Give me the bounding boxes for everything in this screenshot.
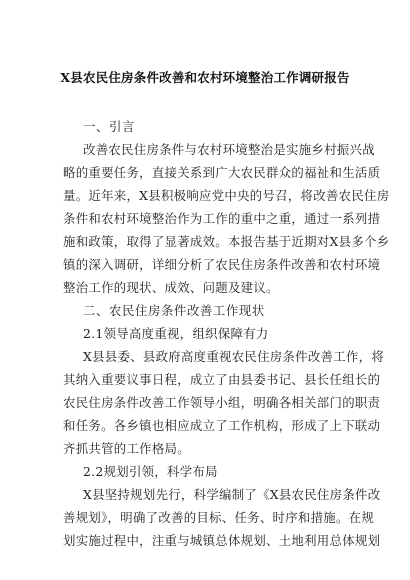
paragraph-line: 齐抓共管的工作格局。 (63, 441, 190, 456)
paragraph-line: 条件和农村环境整治作为工作的重中之重，通过一系列措 (63, 211, 381, 226)
subsection-heading-planning: 2.2规划引领，科学布局 (83, 464, 218, 479)
paragraph-line: 其纳入重要议事日程，成立了由县委书记、县长任组长的 (63, 372, 381, 387)
section-heading-introduction: 一、引言 (83, 119, 135, 134)
paragraph-line: 改善农民住房条件与农村环境整治是实施乡村振兴战 (83, 142, 375, 157)
paragraph-line: 量。近年来，X县积极响应党中央的号召，将改善农民住房 (63, 188, 390, 203)
paragraph-line: 镇的深入调研，详细分析了农民住房条件改善和农村环境 (63, 257, 381, 272)
paragraph-line: 略的重要任务，直接关系到广大农民群众的福祉和生活质 (63, 165, 381, 180)
section-heading-housing-status: 二、农民住房条件改善工作现状 (83, 303, 265, 318)
paragraph-line: X县坚持规划先行，科学编制了《X县农民住房条件改 (83, 487, 381, 502)
paragraph-line: 和任务。各乡镇也相应成立了工作机构，形成了上下联动 (63, 418, 381, 433)
paragraph-line: 整治工作的现状、成效、问题及建议。 (63, 280, 279, 295)
document-title: X县农民住房条件改善和农村环境整治工作调研报告 (60, 70, 350, 85)
paragraph-line: 农民住房条件改善工作领导小组，明确各相关部门的职责 (63, 395, 381, 410)
paragraph-line: X县县委、县政府高度重视农民住房条件改善工作，将 (83, 349, 385, 364)
paragraph-line: 善规划》，明确了改善的目标、任务、时序和措施。在规 (63, 510, 375, 525)
paragraph-line: 划实施过程中，注重与城镇总体规划、土地利用总体规划 (63, 533, 381, 548)
paragraph-line: 施和政策，取得了显著成效。本报告基于近期对X县多个乡 (63, 234, 390, 249)
subsection-heading-leadership: 2.1领导高度重视，组织保障有力 (83, 326, 269, 341)
